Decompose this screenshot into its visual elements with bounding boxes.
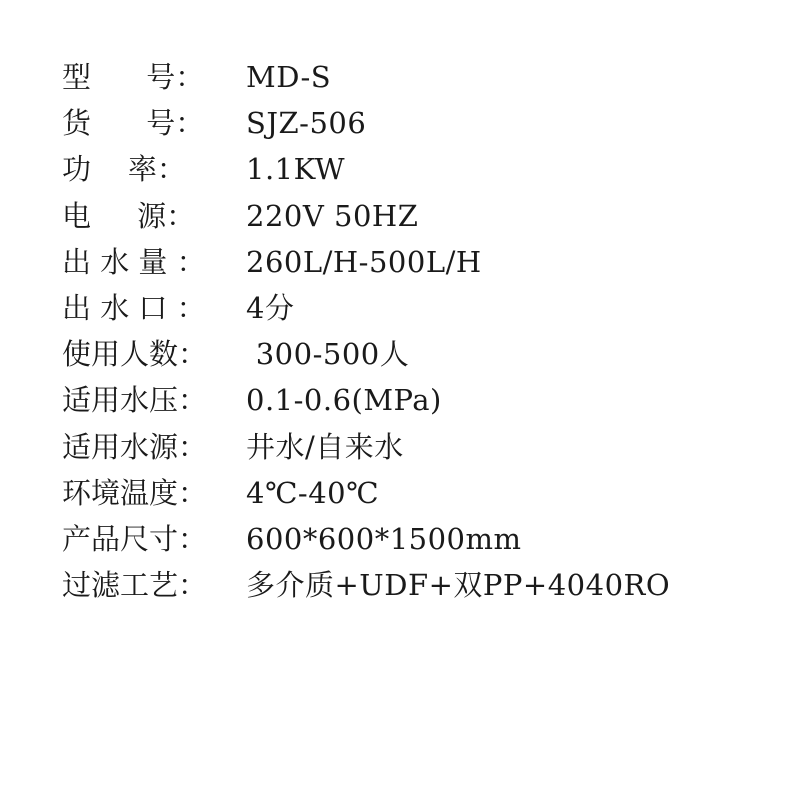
spec-value: 井水/自来水 bbox=[246, 429, 404, 464]
spec-label: 功 率： bbox=[62, 152, 186, 187]
spec-row-outlet bbox=[62, 285, 762, 331]
spec-value: SJZ-506 bbox=[246, 106, 367, 141]
spec-label: 适用水压： bbox=[62, 383, 208, 418]
spec-label: 适用水源： bbox=[62, 429, 208, 464]
spec-row-filtration bbox=[62, 562, 762, 608]
spec-row-dimensions bbox=[62, 516, 762, 562]
spec-label: 产品尺寸： bbox=[62, 521, 208, 556]
spec-row-item-number bbox=[62, 100, 762, 146]
spec-value: MD-S bbox=[246, 60, 332, 95]
spec-label: 出 水 量 ： bbox=[62, 244, 206, 279]
spec-label: 型 号： bbox=[62, 60, 205, 95]
spec-value: 600*600*1500mm bbox=[246, 521, 522, 556]
spec-row-power-supply bbox=[62, 193, 762, 239]
spec-value: 220V 50HZ bbox=[246, 198, 419, 233]
spec-label: 电 源： bbox=[62, 198, 196, 233]
spec-value: 300-500人 bbox=[246, 337, 410, 372]
spec-label: 出 水 口 ： bbox=[62, 291, 206, 326]
spec-row-model bbox=[62, 54, 762, 100]
spec-row-water-source bbox=[62, 424, 762, 470]
spec-value: 4℃-40℃ bbox=[246, 475, 380, 510]
spec-row-water-pressure bbox=[62, 377, 762, 423]
spec-row-water-output bbox=[62, 239, 762, 285]
spec-value: 1.1KW bbox=[246, 152, 346, 187]
spec-value: 260L/H-500L/H bbox=[246, 244, 482, 279]
spec-row-users bbox=[62, 331, 762, 377]
spec-row-power bbox=[62, 146, 762, 192]
spec-list bbox=[62, 54, 762, 608]
spec-label: 过滤工艺： bbox=[62, 568, 208, 603]
spec-value: 0.1-0.6(MPa) bbox=[246, 383, 442, 418]
spec-label: 货 号： bbox=[62, 106, 205, 141]
spec-label: 环境温度： bbox=[62, 475, 208, 510]
spec-value: 多介质+UDF+双PP+4040RO bbox=[246, 568, 671, 603]
spec-row-temperature bbox=[62, 470, 762, 516]
spec-value: 4分 bbox=[246, 291, 295, 326]
spec-label: 使用人数： bbox=[62, 337, 208, 372]
